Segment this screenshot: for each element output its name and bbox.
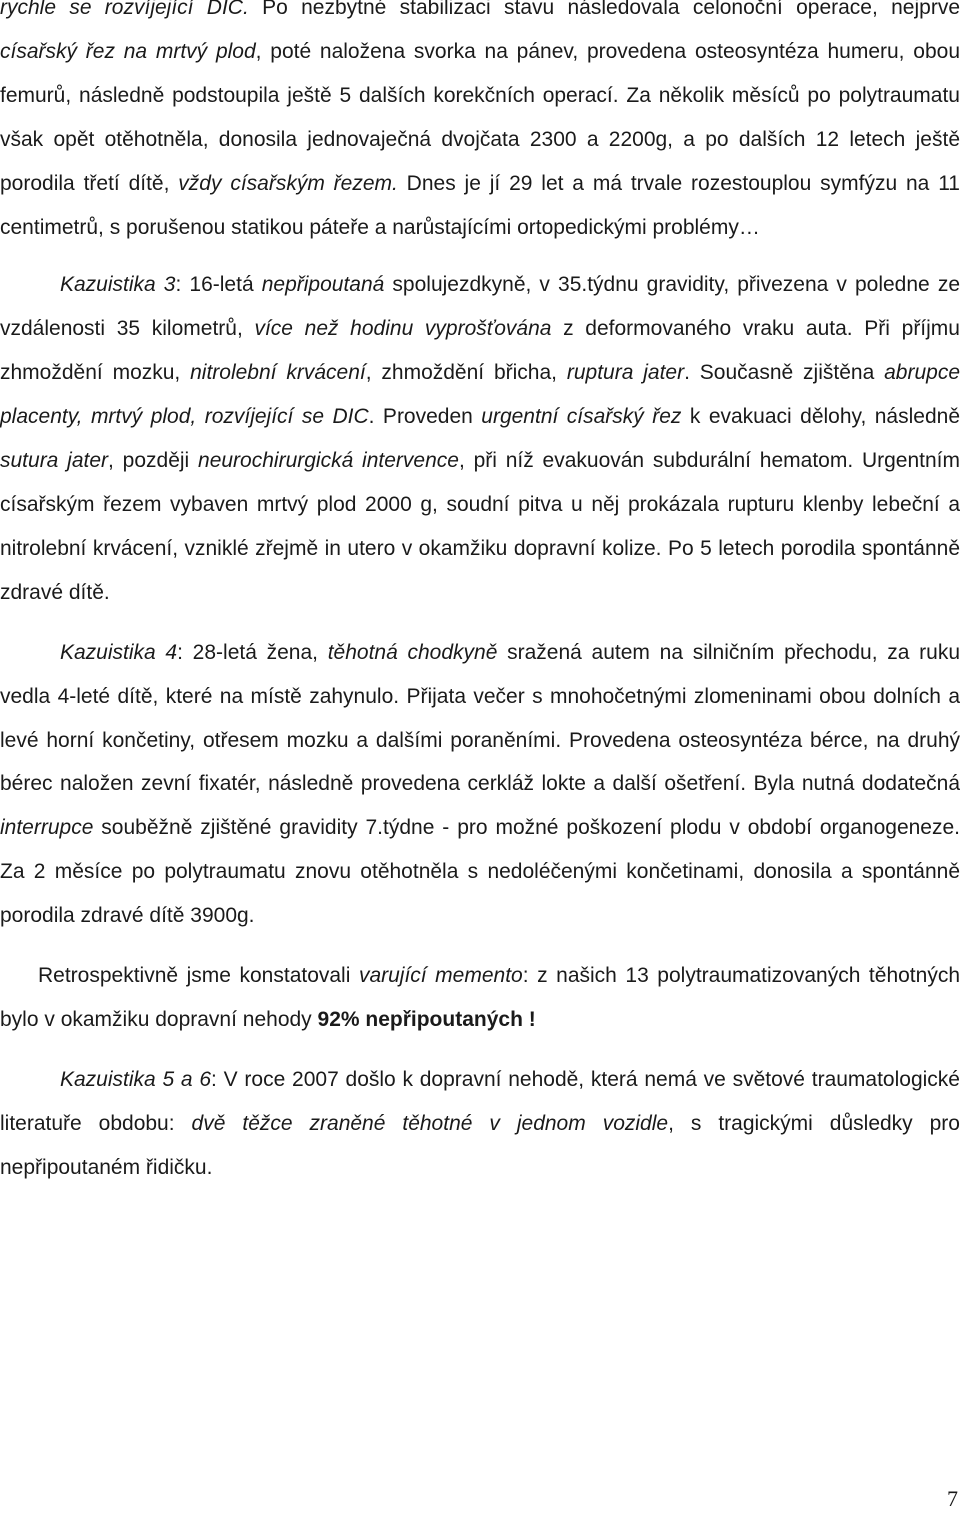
text-span: Retrospektivně jsme konstatovali bbox=[38, 964, 359, 988]
text-span: sražená autem na silničním přechodu, za ruku vedla 4-leté dítě, které na místě zahynulo. bbox=[0, 640, 960, 708]
text-span: císařský řez na mrtvý plod bbox=[0, 39, 256, 63]
text-span: : V roce 2007 došlo k dopravní nehodě, která nemá ve světové traumatologické literatuře obdobu: bbox=[0, 1067, 960, 1135]
emphasis-statistic: 92% nepřipoutaných ! bbox=[317, 1007, 536, 1031]
text-span: interrupce bbox=[0, 816, 94, 840]
text-span: , později bbox=[108, 449, 199, 473]
text-span: k evakuaci dělohy, následně bbox=[681, 405, 960, 429]
text-span: , s tragickými důsledky pro nepřipoutaném řidičku. bbox=[0, 1111, 960, 1179]
text-span: : 16-letá bbox=[175, 273, 262, 297]
text-span: Po 5 letech porodila spontánně zdravé dítě. bbox=[0, 536, 960, 604]
case-heading: Kazuistika 3 bbox=[60, 273, 176, 297]
text-span: urgentní císařský řez bbox=[481, 405, 682, 429]
text-span: Přijata večer s mnohočetnými zlomeninami obou dolních a levé horní končetiny, otřesem mozku a dalšími poraněními. bbox=[0, 684, 960, 752]
paragraph-case-3 bbox=[0, 263, 960, 614]
text-span: Byla nutná dodatečná bbox=[746, 772, 960, 796]
text-span: ruptura jater bbox=[566, 361, 685, 385]
text-span: sutura jater bbox=[0, 449, 109, 473]
text-span: : 28-letá žena, bbox=[177, 640, 328, 664]
text-span: Po nezbytné stabilizaci stavu následovala celonoční operace, nejprve bbox=[248, 0, 960, 19]
text-span: Dnes je jí 29 let a má trvale rozestouplou symfýzu na 11 centimetrů, s porušenou statikou páteře a narůstajícími ortopedickými problémy… bbox=[0, 171, 960, 239]
text-span: Současně zjištěna bbox=[689, 361, 885, 385]
paragraph-case-5-6 bbox=[0, 1058, 960, 1190]
text-span: z deformovaného vraku auta. bbox=[551, 317, 853, 341]
text-span: vždy císařským řezem. bbox=[178, 171, 398, 195]
text-span: Za 2 měsíce po polytraumatu znovu otěhotněla s nedoléčenými končetinami, donosila a spontánně porodila zdravé dítě 3900g. bbox=[0, 860, 960, 928]
paragraph-case-2-continuation bbox=[0, 0, 960, 249]
paragraph-case-4 bbox=[0, 631, 960, 938]
text-span: těhotná chodkyně bbox=[327, 640, 498, 664]
text-span: více než hodinu vyprošťována bbox=[254, 317, 552, 341]
text-span: . bbox=[368, 405, 375, 429]
text-span: Proveden bbox=[374, 405, 482, 429]
text-span: Za několik měsíců po polytraumatu však opět otěhotněla, donosila jednovaječná dvojčata 2300 a 2200g, a po dalších 12 letech ještě porodila třetí dítě, bbox=[0, 83, 960, 195]
text-span: : z našich 13 polytraumatizovaných těhotných bylo v okamžiku dopravní nehody bbox=[0, 964, 960, 1031]
text-span: Při příjmu zhmoždění mozku, bbox=[0, 317, 960, 385]
text-span: . bbox=[684, 361, 690, 385]
text-span: Provedena osteosyntéza bérce, na druhý bérec naložen zevní fixatér, následně provedena cerkláž lokte a další ošetření. bbox=[0, 728, 960, 796]
paragraph-retrospective bbox=[0, 954, 960, 1042]
text-span: rychle se rozvíjející DIC. bbox=[0, 0, 249, 19]
text-span: abrupce placenty, mrtvý plod, rozvíjející se DIC bbox=[0, 361, 960, 429]
text-span: spolujezdkyně, v 35.týdnu gravidity, přivezena v poledne ze vzdálenosti 35 kilometrů, bbox=[0, 273, 960, 341]
case-heading: Kazuistika 4 bbox=[60, 640, 178, 664]
page-number: 7 bbox=[947, 1486, 958, 1511]
text-span: , zhmoždění břicha, bbox=[365, 361, 567, 385]
case-heading: Kazuistika 5 a 6 bbox=[60, 1067, 212, 1091]
text-span: souběžně zjištěné gravidity 7.týdne - pro možné poškození plodu v období organogeneze. bbox=[93, 816, 960, 840]
text-span: neurochirurgická intervence bbox=[198, 449, 459, 473]
text-span: nepřipoutaná bbox=[261, 273, 385, 297]
text-span: Urgentním císařským řezem vybaven mrtvý plod 2000 g, soudní pitva u něj prokázala rupturu klenby lebeční a nitrolební krvácení, vzniklé zřejmě in utero v okamžiku dopravní kolize. bbox=[0, 449, 960, 560]
text-span: , poté naložena svorka na pánev, provedena osteosyntéza humeru, obou femurů, následně podstoupila ještě 5 dalších korekčních operací. bbox=[0, 39, 960, 107]
text-span: dvě těžce zraněné těhotné v jednom vozidle bbox=[191, 1111, 669, 1135]
text-span: varující memento bbox=[358, 964, 523, 988]
text-span: nitrolební krvácení bbox=[190, 361, 366, 385]
text-span: , při níž evakuován subdurální hematom. bbox=[458, 449, 854, 473]
